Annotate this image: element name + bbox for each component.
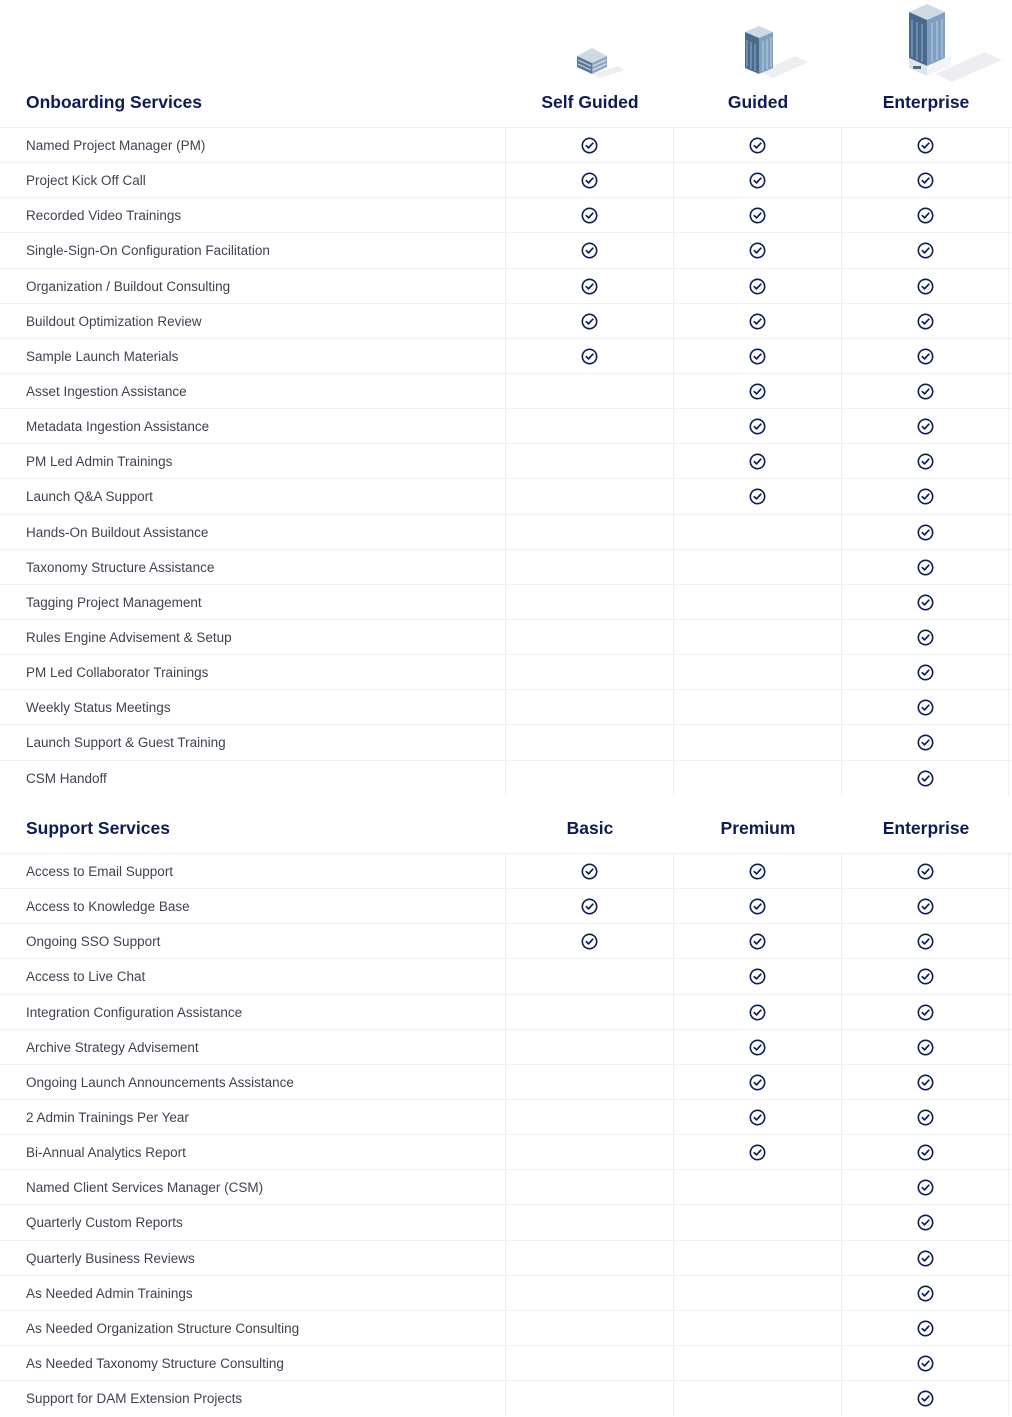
row-cell-2 <box>673 374 841 409</box>
table-row <box>0 232 1012 267</box>
row-cell-1 <box>505 725 673 760</box>
row-label: PM Led Admin Trainings <box>26 454 173 470</box>
support-header <box>0 803 1012 853</box>
row-label: Access to Knowledge Base <box>26 899 190 915</box>
row-cell-2 <box>673 585 841 620</box>
row-cell-3 <box>841 479 1009 514</box>
table-row <box>0 478 1012 513</box>
check-circle-icon <box>917 1320 934 1337</box>
row-cell-3 <box>841 1311 1009 1346</box>
row-cell-2 <box>673 1135 841 1170</box>
column-self-guided: Self Guided <box>541 91 639 112</box>
row-cell-1 <box>505 1311 673 1346</box>
table-row <box>0 1134 1012 1169</box>
row-cell-1 <box>505 339 673 374</box>
check-circle-icon <box>917 1109 934 1126</box>
table-row <box>0 338 1012 373</box>
check-circle-icon <box>581 242 598 259</box>
row-label: Named Project Manager (PM) <box>26 138 206 153</box>
table-row <box>0 1169 1012 1204</box>
row-cell-1 <box>505 1241 673 1276</box>
row-cell-3 <box>841 585 1009 620</box>
row-cell-1 <box>505 690 673 725</box>
table-row <box>0 1099 1012 1134</box>
row-cell-2 <box>673 163 841 198</box>
row-label: As Needed Organization Structure Consulting <box>26 1320 300 1336</box>
check-circle-icon <box>749 348 766 365</box>
check-circle-icon <box>581 313 598 330</box>
check-circle-icon <box>749 172 766 189</box>
check-circle-icon <box>749 488 766 505</box>
row-cell-1 <box>505 1030 673 1065</box>
row-label: Project Kick Off Call <box>26 173 146 189</box>
check-circle-icon <box>581 898 598 915</box>
row-cell-3 <box>841 128 1009 163</box>
row-label: Asset Ingestion Assistance <box>26 383 187 399</box>
row-label: Quarterly Business Reviews <box>26 1250 195 1266</box>
row-cell-3 <box>841 1205 1009 1240</box>
row-cell-3 <box>841 1276 1009 1311</box>
row-cell-2 <box>673 1241 841 1276</box>
row-label: Support for DAM Extension Projects <box>26 1391 243 1407</box>
row-cell-1 <box>505 1170 673 1205</box>
row-cell-1 <box>505 479 673 514</box>
row-cell-2 <box>673 233 841 268</box>
row-label: Single-Sign-On Configuration Facilitation <box>26 243 270 259</box>
row-cell-2 <box>673 515 841 550</box>
row-cell-3 <box>841 444 1009 479</box>
column-premium: Premium <box>720 817 796 838</box>
row-cell-1 <box>505 959 673 994</box>
row-cell-1 <box>505 620 673 655</box>
row-cell-2 <box>673 1381 841 1416</box>
row-cell-2 <box>673 1276 841 1311</box>
table-row <box>0 549 1012 584</box>
row-cell-3 <box>841 690 1009 725</box>
onboarding-rows <box>0 127 1012 795</box>
row-cell-2 <box>673 409 841 444</box>
check-circle-icon <box>749 968 766 985</box>
check-circle-icon <box>917 1039 934 1056</box>
row-cell-1 <box>505 444 673 479</box>
table-row <box>0 888 1012 923</box>
table-row <box>0 303 1012 338</box>
check-circle-icon <box>581 278 598 295</box>
row-cell-3 <box>841 269 1009 304</box>
row-cell-1 <box>505 1135 673 1170</box>
check-circle-icon <box>581 348 598 365</box>
row-cell-1 <box>505 304 673 339</box>
row-label: Weekly Status Meetings <box>26 700 171 716</box>
check-circle-icon <box>749 898 766 915</box>
row-cell-3 <box>841 515 1009 550</box>
row-label: Launch Support & Guest Training <box>26 735 226 751</box>
check-circle-icon <box>917 1355 934 1372</box>
check-circle-icon <box>749 137 766 154</box>
table-row <box>0 958 1012 993</box>
row-cell-3 <box>841 725 1009 760</box>
check-circle-icon <box>917 313 934 330</box>
check-circle-icon <box>917 699 934 716</box>
column-enterprise: Enterprise <box>882 817 970 838</box>
table-row <box>0 724 1012 759</box>
onboarding-header <box>0 77 1012 127</box>
row-cell-1 <box>505 1065 673 1100</box>
row-label: Named Client Services Manager (CSM) <box>26 1180 264 1196</box>
check-circle-icon <box>917 559 934 576</box>
row-cell-2 <box>673 1311 841 1346</box>
row-cell-2 <box>673 304 841 339</box>
table-row <box>0 1064 1012 1099</box>
row-cell-3 <box>841 1135 1009 1170</box>
table-row <box>0 127 1012 162</box>
row-cell-1 <box>505 761 673 796</box>
row-label: Organization / Buildout Consulting <box>26 278 231 294</box>
check-circle-icon <box>917 1074 934 1091</box>
row-label: Ongoing Launch Announcements Assistance <box>26 1074 294 1090</box>
column-guided: Guided <box>727 91 789 112</box>
check-circle-icon <box>917 242 934 259</box>
row-label: Buildout Optimization Review <box>26 313 202 329</box>
row-cell-2 <box>673 995 841 1030</box>
check-circle-icon <box>917 488 934 505</box>
table-row <box>0 689 1012 724</box>
table-row <box>0 619 1012 654</box>
check-circle-icon <box>749 1109 766 1126</box>
row-cell-3 <box>841 1241 1009 1276</box>
row-cell-3 <box>841 854 1009 889</box>
row-cell-2 <box>673 550 841 585</box>
row-cell-3 <box>841 1030 1009 1065</box>
row-cell-2 <box>673 889 841 924</box>
row-cell-2 <box>673 761 841 796</box>
row-cell-1 <box>505 889 673 924</box>
row-cell-2 <box>673 1030 841 1065</box>
row-cell-2 <box>673 1346 841 1381</box>
row-cell-2 <box>673 479 841 514</box>
check-circle-icon <box>581 863 598 880</box>
row-cell-3 <box>841 233 1009 268</box>
row-cell-2 <box>673 959 841 994</box>
row-cell-1 <box>505 1276 673 1311</box>
table-row <box>0 654 1012 689</box>
row-cell-1 <box>505 995 673 1030</box>
row-cell-2 <box>673 1205 841 1240</box>
table-row <box>0 443 1012 478</box>
row-cell-1 <box>505 269 673 304</box>
check-circle-icon <box>917 1144 934 1161</box>
check-circle-icon <box>581 933 598 950</box>
table-row <box>0 1204 1012 1239</box>
check-circle-icon <box>749 1074 766 1091</box>
row-label: Quarterly Custom Reports <box>26 1215 183 1231</box>
row-cell-1 <box>505 374 673 409</box>
check-circle-icon <box>917 734 934 751</box>
check-circle-icon <box>749 1004 766 1021</box>
medium-building-icon <box>745 26 808 78</box>
check-circle-icon <box>749 933 766 950</box>
row-cell-3 <box>841 374 1009 409</box>
row-label: Recorded Video Trainings <box>26 208 182 224</box>
row-label: Sample Launch Materials <box>26 348 179 364</box>
check-circle-icon <box>749 453 766 470</box>
table-row <box>0 1275 1012 1310</box>
check-circle-icon <box>917 348 934 365</box>
row-cell-3 <box>841 409 1009 444</box>
table-row <box>0 268 1012 303</box>
check-circle-icon <box>917 968 934 985</box>
row-cell-2 <box>673 339 841 374</box>
row-cell-1 <box>505 1100 673 1135</box>
row-cell-2 <box>673 269 841 304</box>
check-circle-icon <box>917 629 934 646</box>
check-circle-icon <box>749 1039 766 1056</box>
table-row <box>0 853 1012 888</box>
row-cell-2 <box>673 690 841 725</box>
check-circle-icon <box>749 278 766 295</box>
table-row <box>0 1345 1012 1380</box>
row-label: 2 Admin Trainings Per Year <box>26 1109 189 1125</box>
support-title: Support Services <box>26 817 170 838</box>
onboarding-title: Onboarding Services <box>26 91 203 112</box>
row-cell-2 <box>673 444 841 479</box>
row-cell-3 <box>841 889 1009 924</box>
row-cell-1 <box>505 515 673 550</box>
row-cell-2 <box>673 725 841 760</box>
table-row <box>0 1310 1012 1345</box>
table-row <box>0 514 1012 549</box>
row-label: Ongoing SSO Support <box>26 934 161 950</box>
row-cell-1 <box>505 409 673 444</box>
row-cell-2 <box>673 198 841 233</box>
row-label: Bi-Annual Analytics Report <box>26 1145 186 1161</box>
row-cell-3 <box>841 198 1009 233</box>
check-circle-icon <box>917 770 934 787</box>
row-cell-2 <box>673 1100 841 1135</box>
check-circle-icon <box>749 242 766 259</box>
row-label: Hands-On Buildout Assistance <box>26 524 209 540</box>
check-circle-icon <box>749 1144 766 1161</box>
row-label: Taxonomy Structure Assistance <box>26 559 215 575</box>
check-circle-icon <box>749 313 766 330</box>
table-row <box>0 584 1012 619</box>
large-building-icon <box>909 4 1002 82</box>
check-circle-icon <box>917 1390 934 1407</box>
row-cell-3 <box>841 1346 1009 1381</box>
check-circle-icon <box>917 1004 934 1021</box>
table-row <box>0 923 1012 958</box>
row-cell-3 <box>841 339 1009 374</box>
check-circle-icon <box>917 664 934 681</box>
support-rows <box>0 853 1012 1415</box>
small-building-icon <box>577 48 625 78</box>
row-cell-3 <box>841 761 1009 796</box>
table-row <box>0 408 1012 443</box>
row-label: PM Led Collaborator Trainings <box>26 665 209 681</box>
row-cell-1 <box>505 198 673 233</box>
row-cell-3 <box>841 655 1009 690</box>
row-cell-3 <box>841 959 1009 994</box>
table-row <box>0 162 1012 197</box>
row-cell-1 <box>505 163 673 198</box>
column-basic: Basic <box>566 817 614 838</box>
check-circle-icon <box>917 898 934 915</box>
table-row <box>0 1380 1012 1415</box>
check-circle-icon <box>917 1250 934 1267</box>
row-cell-3 <box>841 1381 1009 1416</box>
table-row <box>0 994 1012 1029</box>
row-cell-3 <box>841 1065 1009 1100</box>
check-circle-icon <box>917 863 934 880</box>
check-circle-icon <box>917 453 934 470</box>
row-cell-2 <box>673 924 841 959</box>
table-row <box>0 1240 1012 1275</box>
row-cell-3 <box>841 924 1009 959</box>
row-cell-3 <box>841 620 1009 655</box>
row-label: Rules Engine Advisement & Setup <box>26 629 232 645</box>
row-cell-1 <box>505 233 673 268</box>
table-row <box>0 760 1012 795</box>
row-cell-2 <box>673 1170 841 1205</box>
row-cell-1 <box>505 128 673 163</box>
check-circle-icon <box>917 1285 934 1302</box>
row-label: Metadata Ingestion Assistance <box>26 419 210 435</box>
row-label: Access to Live Chat <box>26 969 146 985</box>
check-circle-icon <box>917 418 934 435</box>
row-label: Launch Q&A Support <box>26 489 153 505</box>
row-cell-1 <box>505 924 673 959</box>
check-circle-icon <box>581 137 598 154</box>
check-circle-icon <box>917 524 934 541</box>
row-label: Archive Strategy Advisement <box>26 1039 199 1055</box>
check-circle-icon <box>917 278 934 295</box>
check-circle-icon <box>917 1214 934 1231</box>
row-cell-3 <box>841 550 1009 585</box>
row-cell-2 <box>673 1065 841 1100</box>
row-label: Tagging Project Management <box>26 594 202 610</box>
row-label: As Needed Taxonomy Structure Consulting <box>26 1355 284 1371</box>
row-cell-3 <box>841 1170 1009 1205</box>
table-row <box>0 373 1012 408</box>
row-cell-2 <box>673 128 841 163</box>
row-cell-1 <box>505 585 673 620</box>
table-row <box>0 1029 1012 1064</box>
row-label: CSM Handoff <box>26 770 107 786</box>
check-circle-icon <box>917 172 934 189</box>
row-cell-3 <box>841 163 1009 198</box>
row-cell-1 <box>505 1381 673 1416</box>
row-cell-1 <box>505 655 673 690</box>
check-circle-icon <box>917 207 934 224</box>
check-circle-icon <box>749 383 766 400</box>
column-enterprise: Enterprise <box>882 91 970 112</box>
row-label: As Needed Admin Trainings <box>26 1285 193 1301</box>
check-circle-icon <box>749 863 766 880</box>
row-cell-2 <box>673 655 841 690</box>
row-label: Integration Configuration Assistance <box>26 1004 243 1020</box>
table-row <box>0 197 1012 232</box>
check-circle-icon <box>917 1179 934 1196</box>
row-cell-3 <box>841 995 1009 1030</box>
check-circle-icon <box>917 137 934 154</box>
row-label: Access to Email Support <box>26 864 174 879</box>
row-cell-3 <box>841 1100 1009 1135</box>
check-circle-icon <box>917 933 934 950</box>
check-circle-icon <box>917 383 934 400</box>
check-circle-icon <box>581 207 598 224</box>
row-cell-1 <box>505 1346 673 1381</box>
row-cell-3 <box>841 304 1009 339</box>
check-circle-icon <box>581 172 598 189</box>
row-cell-1 <box>505 550 673 585</box>
check-circle-icon <box>749 418 766 435</box>
check-circle-icon <box>749 207 766 224</box>
row-cell-2 <box>673 620 841 655</box>
row-cell-1 <box>505 854 673 889</box>
row-cell-2 <box>673 854 841 889</box>
check-circle-icon <box>917 594 934 611</box>
row-cell-1 <box>505 1205 673 1240</box>
